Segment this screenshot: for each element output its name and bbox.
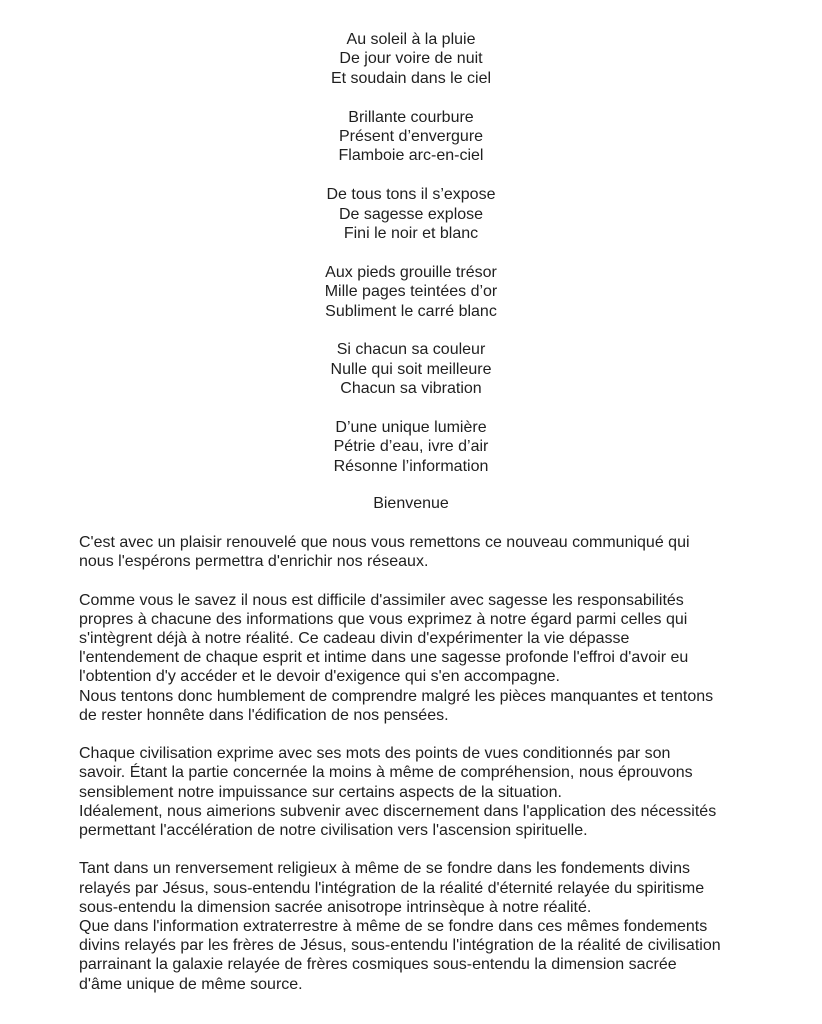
paragraph-line: Nous tentons donc humblement de comprendre malgré les pièces manquantes et tentons [79,687,714,705]
poem-line: Aux pieds grouille trésor [325,263,497,281]
paragraph-line: nous l'espérons permettra d'enrichir nos réseaux. [79,553,429,571]
poem-line: Flamboie arc-en-ciel [338,147,484,165]
paragraph-line: Que dans l'information extraterrestre à même de se fondre dans ces mêmes fondements [79,918,708,936]
poem-line: Fini le noir et blanc [343,225,479,243]
poem-line: Pétrie d’eau, ivre d’air [333,438,489,456]
paragraph-line: l'obtention d'y accéder et le devoir d'exigence qui s'en accompagne. [79,668,560,686]
paragraph-line: l'entendement de chaque esprit et intime dans une sagesse profonde l'effroi d'avoir eu [79,649,689,667]
paragraph [79,533,759,571]
poem-stanza [0,108,822,166]
poem-stanza [0,30,822,88]
poem-stanza [0,263,822,321]
paragraph-line: d'âme unique de même source. [79,975,303,993]
paragraph-line: relayés par Jésus, sous-entendu l'intégration de la réalité d'éternité relayée du spiritisme [79,879,705,897]
paragraph-line: parrainant la galaxie relayée de frères cosmiques sous-entendu la dimension sacrée [79,956,677,974]
poem-line: Si chacun sa couleur [336,341,486,359]
poem-line: Au soleil à la pluie [346,31,476,48]
poem-stanza [0,340,822,398]
paragraph-line: C'est avec un plaisir renouvelé que nous vous remettons ce nouveau communiqué qui [79,534,690,551]
poem [0,30,822,476]
poem-line: Subliment le carré blanc [325,302,497,320]
paragraph-line: s'intègrent déjà à notre réalité. Ce cadeau divin d'expérimenter la vie dépasse [79,630,630,647]
poem-line: De sagesse explose [338,205,484,223]
poem-stanza [0,418,822,476]
paragraph-line: de rester honnête dans l'édification de nos pensées. [79,706,449,724]
poem-line: Présent d’envergure [338,128,484,146]
poem-line: De jour voire de nuit [339,50,483,68]
poem-line: Brillante courbure [348,108,474,126]
paragraph-line: Comme vous le savez il nous est difficile d'assimiler avec sagesse les responsabilités [79,591,684,609]
paragraph-line: sensiblement notre impuissance sur certains aspects de la situation. [79,783,562,801]
welcome-heading: Bienvenue [373,495,449,512]
poem-line: Nulle qui soit meilleure [330,360,492,378]
paragraph-line: sous-entendu la dimension sacrée anisotrope intrinsèque à notre réalité. [79,898,592,916]
paragraph [79,591,759,725]
poem-stanza [0,185,822,243]
poem-line: Résonne l’information [333,457,489,475]
poem-line: Mille pages teintées d’or [324,283,498,301]
paragraph-line: divins relayés par les frères de Jésus, sous-entendu l'intégration de la réalité de civilisation [79,937,721,955]
paragraph-line: Chaque civilisation exprime avec ses mots des points de vues conditionnés par son [79,745,671,763]
poem-line: Chacun sa vibration [340,380,482,398]
paragraph-line: permettant l'accélération de notre civilisation vers l'ascension spirituelle. [79,822,588,840]
poem-line: De tous tons il s’expose [326,186,496,204]
poem-line: D’une unique lumière [335,419,487,437]
paragraph-line: Tant dans un renversement religieux à même de se fondre dans les fondements divins [79,860,691,878]
prose-body [79,533,759,994]
paragraph-line: Idéalement, nous aimerions subvenir avec discernement dans l'application des nécessités [79,802,717,820]
paragraph-line: propres à chacune des informations que vous exprimez à notre égard parmi celles qui [79,610,688,628]
paragraph [79,859,759,993]
poem-line: Et soudain dans le ciel [330,69,492,87]
paragraph [79,744,759,840]
paragraph-line: savoir. Étant la partie concernée la moins à même de compréhension, nous éprouvons [79,764,693,782]
